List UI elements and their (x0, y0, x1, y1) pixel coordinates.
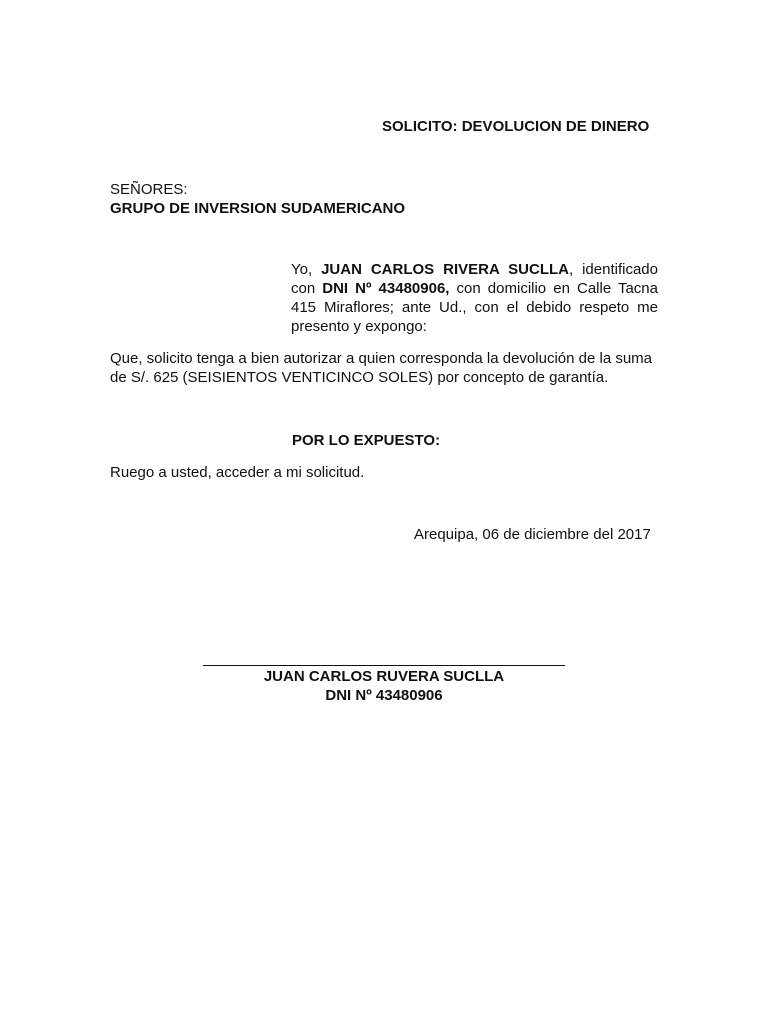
intro-line-2 (291, 279, 658, 298)
intro-line-1-suffix: , identificado (569, 261, 658, 278)
addressee-block (110, 180, 405, 218)
intro-line-3: 415 Miraflores; ante Ud., con el debido respeto me (291, 299, 658, 316)
intro-line-4: presento y expongo: (291, 318, 427, 335)
request-line-1: Que, solicito tenga a bien autorizar a quien corresponda la devolución de la suma (110, 350, 653, 367)
intro-line-2-prefix: con (291, 280, 323, 297)
request-line-2: de S/. 625 (SEISIENTOS VENTICINCO SOLES) por concepto de garantía. (110, 369, 609, 386)
intro-paragraph (291, 260, 658, 336)
salutation: SEÑORES: (110, 181, 188, 198)
signature-line (203, 665, 565, 666)
organization-name: GRUPO DE INVERSION SUDAMERICANO (110, 200, 406, 217)
request-paragraph (110, 349, 659, 387)
intro-line-1 (291, 260, 658, 279)
por-lo-expuesto-heading: POR LO EXPUESTO: (292, 432, 441, 449)
intro-line-2-suffix: con domicilio en Calle Tacna (449, 280, 658, 297)
subject-heading: SOLICITO: DEVOLUCION DE DINERO (382, 118, 650, 135)
signature-dni: DNI Nº 43480906 (325, 687, 443, 704)
place-and-date: Arequipa, 06 de diciembre del 2017 (414, 526, 651, 543)
applicant-dni: DNI Nº 43480906, (322, 280, 450, 297)
signature-name: JUAN CARLOS RUVERA SUCLLA (263, 668, 505, 685)
intro-line-1-prefix: Yo, (291, 261, 322, 278)
applicant-name: JUAN CARLOS RIVERA SUCLLA (321, 261, 569, 278)
closing-request: Ruego a usted, acceder a mi solicitud. (110, 464, 365, 481)
